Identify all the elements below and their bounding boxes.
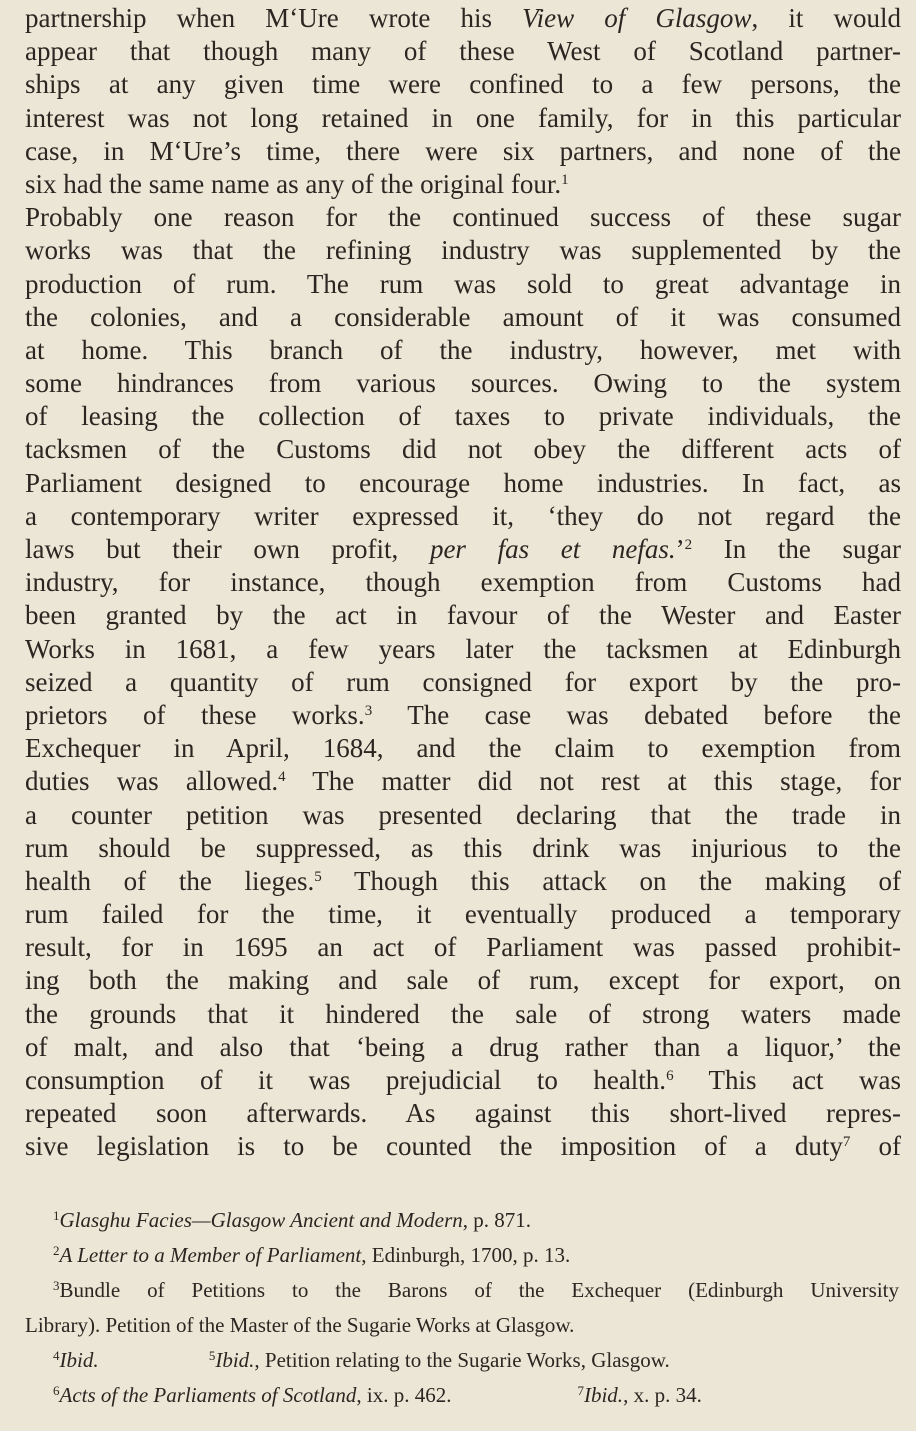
- footnote-marker: 1: [53, 1208, 60, 1223]
- text-line: [25, 533, 901, 566]
- text-run: In the sugar: [692, 534, 901, 564]
- text-line: [25, 2, 901, 35]
- text-run: , ix. p. 462.: [356, 1383, 578, 1407]
- text-line: [25, 135, 901, 168]
- text-run: industry, for instance, though exemption from Customs had: [25, 567, 901, 598]
- text-run: works was that the refining industry was supplemented by the: [25, 235, 901, 266]
- text-run: duties was allowed.: [25, 766, 279, 797]
- text-run: production of rum. The rum was sold to great advantage in: [25, 268, 901, 299]
- italic-title: A Letter to a Member of Parliament: [59, 1243, 362, 1267]
- text-run: result, for in 1695 an act of Parliament was passed prohibit-: [25, 932, 901, 963]
- text-run: Works in 1681, a few years later the tacksmen at Edinburgh: [25, 633, 901, 664]
- footnote-marker: 3: [53, 1278, 60, 1293]
- text-line: [25, 102, 901, 135]
- text-line: [25, 268, 901, 301]
- text-run: rum failed for the time, it eventually produced a temporary: [25, 899, 901, 930]
- footnote-marker: 2: [53, 1243, 60, 1258]
- footnote: [25, 1238, 899, 1273]
- footnote-marker: 2: [684, 537, 693, 553]
- text-run: , p. 871.: [462, 1208, 531, 1232]
- text-line: [25, 633, 901, 666]
- italic-title: Ibid.: [215, 1348, 255, 1372]
- text-run: laws but their own profit,: [25, 534, 430, 564]
- text-run: of malt, and also that ‘being a drug rather than a liquor,’ the: [25, 1031, 901, 1062]
- footnote-marker: 4: [278, 769, 286, 786]
- text-line: [25, 400, 901, 433]
- text-run: ships at any given time were confined to a few persons, the: [25, 69, 901, 100]
- footnote: [25, 1343, 899, 1378]
- text-run: six had the same name as any of the original four.: [25, 168, 562, 199]
- text-line: [25, 566, 901, 599]
- text-run: consumption of it was prejudicial to health.: [25, 1065, 667, 1095]
- text-line: [25, 500, 901, 533]
- text-line: [25, 467, 901, 500]
- text-line: [25, 1064, 901, 1097]
- text-run: a counter petition was presented declaring that the trade in: [25, 799, 901, 830]
- text-run: appear that though many of these West of Scotland partner-: [25, 36, 901, 67]
- text-line: [25, 599, 901, 632]
- text-line: [25, 931, 901, 964]
- text-run: rum should be suppressed, as this drink was injurious to the: [25, 832, 901, 863]
- text-line: [25, 35, 901, 68]
- text-run: the grounds that it hindered the sale of strong waters made: [25, 998, 901, 1029]
- text-line: [25, 765, 901, 798]
- text-run: , x. p. 34.: [623, 1383, 702, 1407]
- text-line: [25, 433, 901, 466]
- text-line: [25, 898, 901, 931]
- text-run: of: [850, 1131, 901, 1162]
- text-run: , Petition relating to the Sugarie Works, Glasgow.: [254, 1348, 670, 1372]
- text-run: seized a quantity of rum consigned for export by the pro-: [25, 666, 901, 697]
- italic-title: Ibid.: [59, 1348, 99, 1372]
- italic-title: Glasghu Facies—Glasgow Ancient and Modern: [59, 1208, 463, 1232]
- italic-title: View of Glasgow: [522, 3, 752, 33]
- text-run: The case was debated before the: [372, 699, 901, 730]
- text-run: some hindrances from various sources. Owing to the system: [25, 368, 901, 399]
- footnote: [25, 1203, 899, 1238]
- footnote-marker: 6: [666, 1068, 674, 1084]
- text-run: Bundle of Petitions to the Barons of the Exchequer (Edinburgh University: [59, 1278, 899, 1302]
- text-run: of leasing the collection of taxes to private individuals, the: [25, 401, 901, 432]
- text-run: a contemporary writer expressed it, ‘they do not regard the: [25, 500, 901, 531]
- footnote-marker: 6: [53, 1383, 60, 1398]
- italic-title: Acts of the Parliaments of Scotland: [59, 1383, 357, 1407]
- text-run: Parliament designed to encourage home industries. In fact, as: [25, 467, 901, 498]
- text-run: The matter did not rest at this stage, for: [285, 766, 901, 797]
- text-line: [25, 334, 901, 367]
- text-line: [25, 1130, 901, 1163]
- text-run: at home. This branch of the industry, however, met with: [25, 334, 901, 365]
- text-line: [25, 301, 901, 334]
- text-run: the colonies, and a considerable amount of it was consumed: [25, 301, 901, 332]
- text-line: [25, 201, 901, 234]
- text-line: [25, 1031, 901, 1064]
- text-run: been granted by the act in favour of the Wester and Easter: [25, 600, 901, 631]
- text-run: repeated soon afterwards. As against this short-lived repres-: [25, 1098, 901, 1129]
- text-line: [25, 1097, 901, 1130]
- footnote: [25, 1378, 899, 1413]
- text-line: [25, 799, 901, 832]
- text-run: This act was: [673, 1065, 901, 1095]
- text-run: Probably one reason for the continued success of these sugar: [25, 202, 901, 233]
- text-run: , it would: [751, 3, 901, 33]
- italic-title: Ibid.: [583, 1383, 624, 1407]
- footnote-marker: 7: [577, 1383, 584, 1398]
- text-line: [25, 666, 901, 699]
- text-run: Exchequer in April, 1684, and the claim to exemption from: [25, 733, 901, 764]
- text-line: [25, 998, 901, 1031]
- text-run: interest was not long retained in one family, for in this particular: [25, 102, 901, 133]
- footnotes: [25, 1203, 899, 1413]
- footnote-marker: 3: [364, 702, 373, 719]
- text-run: [99, 1348, 209, 1372]
- text-line: [25, 964, 901, 997]
- italic-title: per fas et nefas.: [429, 534, 676, 564]
- footnote-marker: 7: [842, 1134, 851, 1151]
- footnote: [25, 1308, 899, 1343]
- footnote-marker: 5: [314, 868, 322, 885]
- text-run: Library). Petition of the Master of the Sugarie Works at Glasgow.: [25, 1313, 575, 1337]
- text-line: [25, 234, 901, 267]
- body-text: [25, 2, 901, 1164]
- text-run: Though this attack on the making of: [321, 865, 901, 896]
- text-line: [25, 367, 901, 400]
- text-line: [25, 865, 901, 898]
- text-line: [25, 699, 901, 732]
- footnote-marker: 1: [561, 171, 569, 188]
- text-run: partnership when M‘Ure wrote his: [25, 3, 523, 33]
- text-run: case, in M‘Ure’s time, there were six partners, and none of the: [25, 135, 901, 166]
- text-run: ’: [675, 534, 685, 564]
- footnote-marker: 5: [208, 1348, 216, 1363]
- footnote: [25, 1273, 899, 1308]
- text-line: [25, 168, 901, 201]
- text-run: sive legislation is to be counted the imposition of a duty: [25, 1131, 843, 1162]
- text-run: ing both the making and sale of rum, except for export, on: [25, 965, 901, 996]
- text-line: [25, 68, 901, 101]
- footnote-marker: 4: [53, 1348, 60, 1363]
- text-line: [25, 832, 901, 865]
- text-run: tacksmen of the Customs did not obey the different acts of: [25, 434, 901, 465]
- text-run: health of the lieges.: [25, 865, 315, 896]
- text-line: [25, 732, 901, 765]
- text-run: prietors of these works.: [25, 699, 365, 730]
- text-run: , Edinburgh, 1700, p. 13.: [361, 1243, 571, 1267]
